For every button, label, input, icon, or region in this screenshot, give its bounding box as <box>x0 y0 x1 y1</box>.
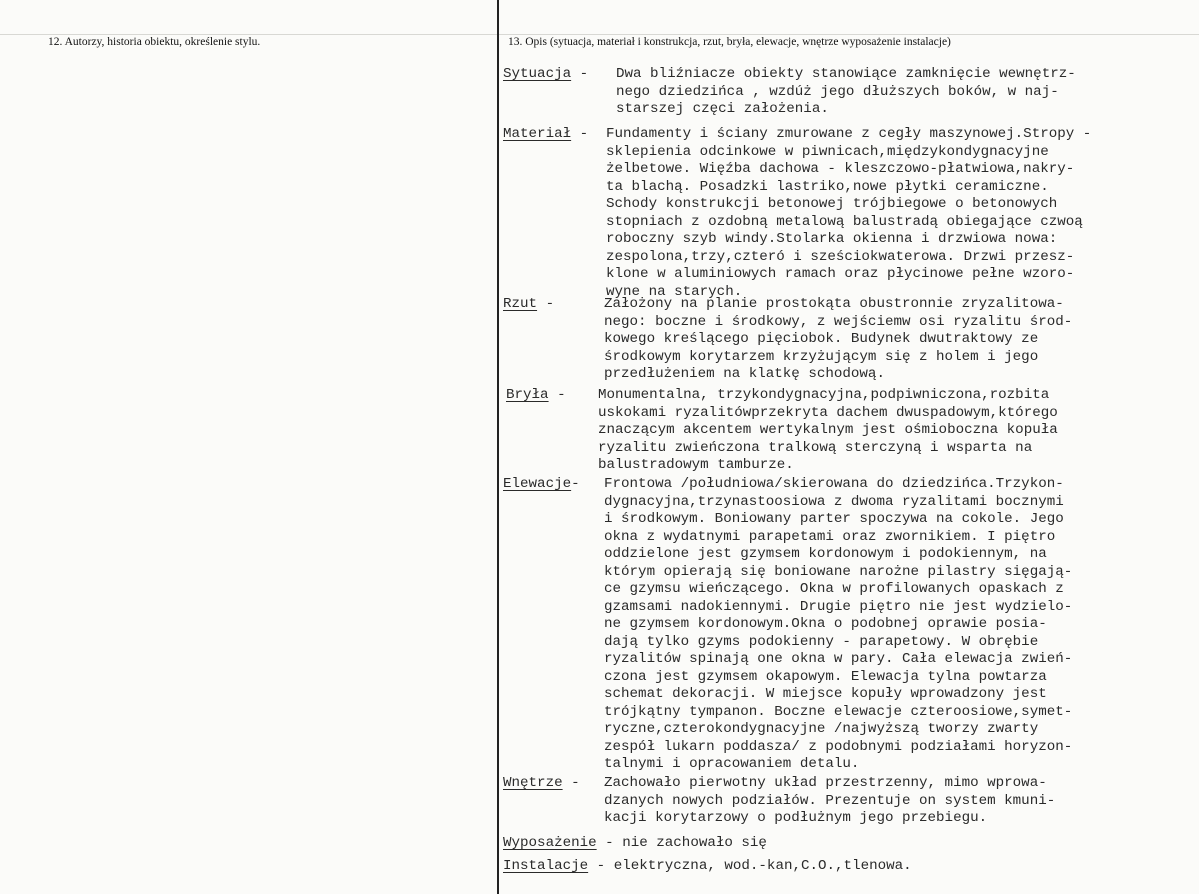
section-label <box>503 775 580 793</box>
text-line: którym opierają się boniowane narożne pilastry sięgają- <box>604 563 1073 580</box>
section-body <box>604 476 1072 774</box>
text-line: gzamsami nadokiennymi. Drugie piętro nie jest wydzielo- <box>604 598 1073 615</box>
text-line: dają tylko gzyms podokienny - parapetowy. W obrębie <box>604 633 1039 650</box>
section-label <box>503 476 580 494</box>
text-line: uskokami ryzalitówprzekryta dachem dwuspadowym,którego <box>598 404 1058 421</box>
section-label <box>503 296 554 314</box>
text-line: Monumentalna, trzykondygnacyjna,podpiwniczona,rozbita <box>598 387 1050 403</box>
text-line: trójkątny tympanon. Boczne elewacje czteroosiowe,symet- <box>604 703 1073 720</box>
text-line: roboczny szyb windy.Stolarka okienna i drzwiowa nowa: <box>606 231 1058 247</box>
section-label <box>503 126 588 144</box>
section-label-text: Elewacje <box>503 476 572 492</box>
section-label-text: Wnętrze <box>503 775 563 791</box>
column-divider <box>497 0 499 894</box>
section-separator: - <box>571 126 589 142</box>
text-line: przedłużeniem na klatkę schodową. <box>604 366 885 382</box>
text-line: i środkowym. Boniowany parter spoczywa na cokole. Jego <box>604 511 1064 527</box>
section-label-text: Bryła <box>506 387 549 403</box>
text-line: ce gzymsu wieńczącego. Okna w profilowanych opaskach z <box>604 581 1064 597</box>
text-line: wyne na starych. <box>606 283 743 300</box>
section-label-text: Instalacje <box>503 858 589 874</box>
text-line: starszej częci założenia. <box>616 101 829 117</box>
text-line: Schody konstrukcji betonowej trójbiegowe o betonowych <box>606 196 1058 212</box>
section-label-text: Rzut <box>503 296 538 312</box>
text-line: kowego kreślącego pięciobok. Budynek dwutraktowy ze <box>604 331 1039 347</box>
text-line: środkowym korytarzem krzyżującym się z holem i jego <box>604 348 1039 365</box>
text-line: ryzalitów spinają one okna w pary. Cała elewacja zwień- <box>604 651 1073 667</box>
section-label <box>503 858 912 876</box>
section-separator: - <box>562 775 580 791</box>
text-line: czona jest gzymsem okapowym. Elewacja tylna powtarza <box>604 668 1047 685</box>
text-line: Fundamenty i ściany zmurowane z cegły maszynowej.Stropy - <box>606 126 1092 142</box>
right-column-title: 13. Opis (sytuacja, materiał i konstrukcja, rzut, bryła, elewacje, wnętrze wyposażenie instalacje) <box>508 36 951 48</box>
text-line: Założony na planie prostokąta obustronnie zryzalitowa- <box>604 296 1064 312</box>
text-line: zespolona,trzy,czteró i sześciokwaterowa. Drzwi przesz- <box>606 248 1075 265</box>
text-line: ryzalitu zwieńczona tralkową sterczyną i wsparta na <box>598 439 1033 456</box>
text-line: oddzielone jest gzymsem kordonowym i podokiennym, na <box>604 546 1047 562</box>
section-body <box>598 387 1058 475</box>
text-line: Dwa bliźniacze obiekty stanowiące zamknięcie wewnętrz- <box>616 66 1076 82</box>
header-rule <box>0 34 1199 35</box>
section-separator: - <box>588 858 614 874</box>
section-body <box>606 126 1091 301</box>
section-label <box>503 835 767 853</box>
text-line: stopniach z ozdobną metalową balustradą obiegające czwoą <box>606 213 1083 230</box>
section-separator: - <box>548 387 566 403</box>
left-column-title: 12. Autorzy, historia obiektu, określenie stylu. <box>48 36 261 48</box>
text-line: talnymi i opracowaniem detalu. <box>604 756 860 772</box>
section-label <box>503 66 588 84</box>
text-line: nego: boczne i środkowy, z wejściemw osi ryzalitu środ- <box>604 313 1073 330</box>
section-body <box>604 775 1055 828</box>
text-line: ta blachą. Posadzki lastriko,nowe płytki ceramiczne. <box>606 178 1049 195</box>
section-separator: - <box>596 835 623 851</box>
text-line: nego dziedzińca , wzdúż jego dłuższych boków, w naj- <box>616 83 1059 100</box>
text-line: ne gzymsem kordonowym.Okna o podobnej oprawie posia- <box>604 616 1047 632</box>
section-separator: - <box>571 66 589 82</box>
section-separator: - <box>537 296 555 312</box>
text-line: Zachowało pierwotny układ przestrzenny, mimo wprowa- <box>604 775 1047 791</box>
text-line: balustradowym tamburze. <box>598 457 794 473</box>
text-line: dzanych nowych podziałów. Prezentuje on system kmuni- <box>604 792 1056 809</box>
section-separator: - <box>571 476 580 492</box>
text-line: Frontowa /południowa/skierowana do dziedzińca.Trzykon- <box>604 476 1064 492</box>
section-label <box>506 387 566 405</box>
text-line: ryczne,czterokondygnacyjne /najwyższą tworzy zwarty <box>604 721 1039 737</box>
text-line: schemat dekoracji. W miejsce kopuły wprowadzony jest <box>604 686 1047 702</box>
section-label-text: Wyposażenie <box>503 835 597 851</box>
text-line: znaczącym akcentem wertykalnym jest ośmioboczna kopuła <box>598 422 1058 438</box>
section-text: nie zachowało się <box>622 835 767 851</box>
section-label-text: Sytuacja <box>503 66 572 82</box>
section-label-text: Materiał <box>503 126 572 142</box>
text-line: sklepienia odcinkowe w piwnicach,międzykondygnacyjne <box>606 143 1049 160</box>
text-line: żelbetowe. Więźba dachowa - kleszczowo-płatwiowa,nakry- <box>606 161 1075 177</box>
text-line: zespół lukarn poddasza/ z podobnymi podziałami horyzon- <box>604 738 1073 755</box>
section-text: elektryczna, wod.-kan,C.O.,tlenowa. <box>613 858 912 874</box>
text-line: dygnacyjna,trzynastoosiowa z dwoma ryzalitami bocznymi <box>604 493 1064 510</box>
section-body <box>616 66 1076 119</box>
text-line: klone w aluminiowych ramach oraz płycinowe pełne wzoro- <box>606 266 1075 282</box>
text-line: okna z wydatnymi parapetami oraz zwornikiem. I piętro <box>604 528 1056 545</box>
section-body <box>604 296 1072 384</box>
text-line: kacji korytarzowy o podłużnym jego przebiegu. <box>604 810 988 826</box>
